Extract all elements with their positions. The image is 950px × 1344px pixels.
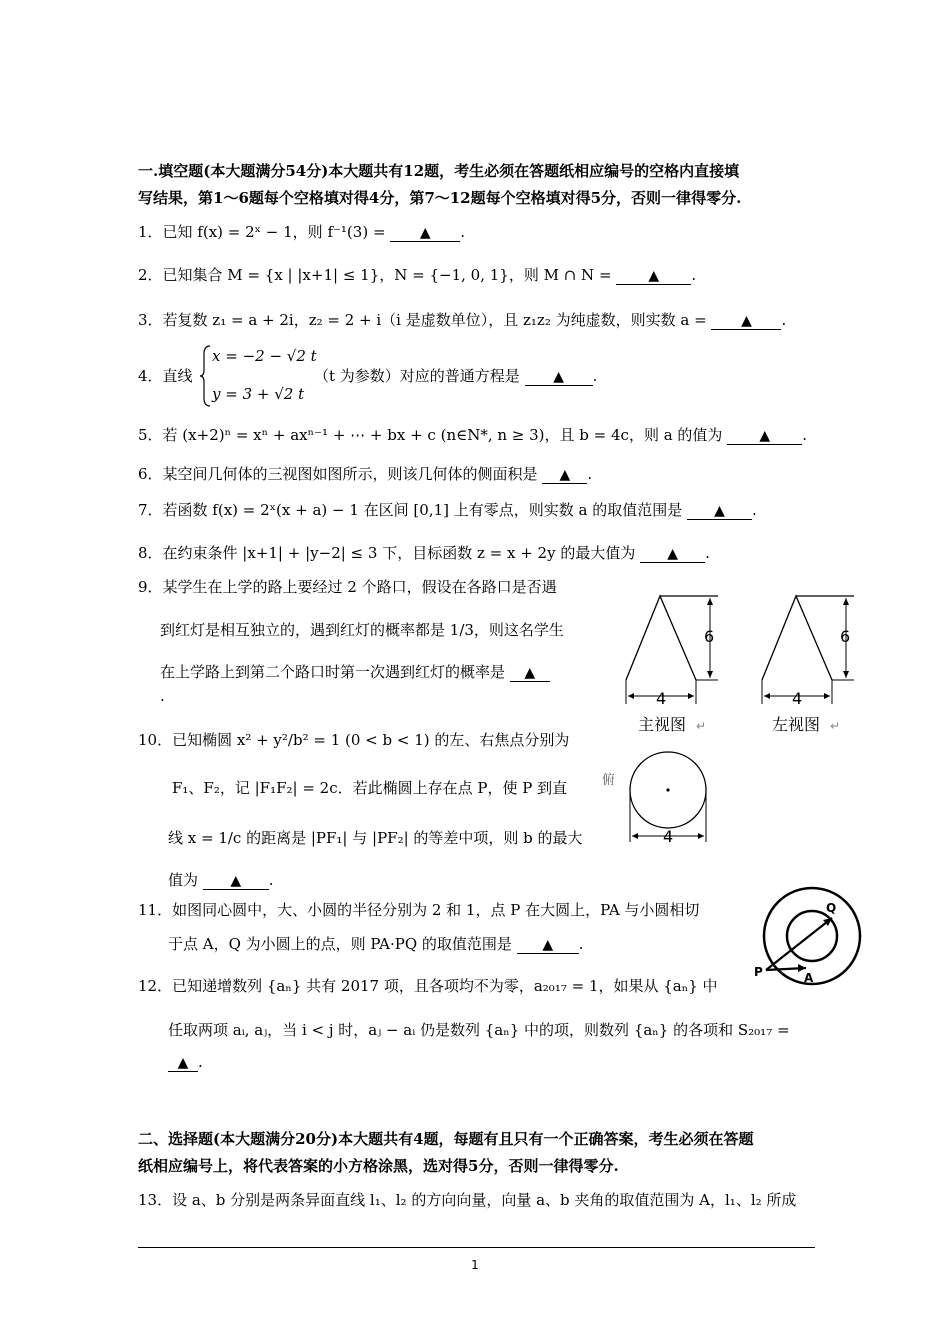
question-11-line2: 于点 A，Q 为小圆上的点，则 PA·PQ 的取值范围是 ▲ . [168, 935, 584, 953]
page-number: 1 [471, 1258, 479, 1272]
footer-divider [138, 1247, 815, 1248]
section2-header-line1: 二、选择题(本大题满分20分)本大题共有4题，每题有且只有一个正确答案，考生必须在答题 [138, 1130, 754, 1148]
section1-header [138, 158, 818, 212]
answer-blank: ▲ [727, 428, 802, 445]
cut-char: 俯 [602, 773, 616, 788]
question-4-eq-y: y = 3 + √2 t [212, 385, 305, 403]
answer-blank: ▲ [510, 665, 550, 682]
question-12-line2: 任取两项 aᵢ, aⱼ，当 i < j 时，aⱼ − aᵢ 仍是数列 {aₙ} 中的项，则数列 {aₙ} 的各项和 S₂₀₁₇ = [168, 1021, 790, 1039]
question-4-eq-x: x = −2 − √2 t [212, 347, 317, 365]
question-3: 3．若复数 z₁ = a + 2i，z₂ = 2 + i（i 是虚数单位），且 z₁z₂ 为纯虚数，则实数 a = ▲ . [138, 311, 787, 329]
side-width-label: 4 [792, 689, 803, 708]
top-width-label: 4 [663, 827, 674, 846]
question-10-line3: 线 x = 1/c 的距离是 |PF₁| 与 |PF₂| 的等差中项，则 b 的最大 [168, 829, 583, 847]
answer-blank: ▲ [542, 467, 587, 484]
question-8: 8．在约束条件 |x+1| + |y−2| ≤ 3 下，目标函数 z = x + 2y 的最大值为 ▲ . [138, 544, 710, 562]
label-a: A [804, 971, 814, 985]
question-9-line1: 9．某学生在上学的路上要经过 2 个路口，假设在各路口是否遇 [138, 578, 557, 596]
question-10-line2: F₁、F₂，记 |F₁F₂| = 2c．若此椭圆上存在点 P，使 P 到直 [172, 779, 568, 797]
svg-text:↵: ↵ [696, 719, 707, 733]
section1-header-line2: 写结果，第1～6题每个空格填对得4分，第7～12题每个空格填对得5分，否则一律得零分. [138, 189, 742, 207]
top-view [602, 752, 706, 846]
label-p: P [754, 965, 763, 979]
section1-header-line1: 一.填空题(本大题满分54分)本大题共有12题，考生必须在答题纸相应编号的空格内直接填 [138, 162, 740, 180]
question-12-line1: 12．已知递增数列 {aₙ} 共有 2017 项，且各项均不为零，a₂₀₁₇ = 1，如果从 {aₙ} 中 [138, 977, 718, 995]
side-view [762, 596, 854, 734]
question-9-line2: 到红灯是相互独立的，遇到红灯的概率都是 1/3，则这名学生 [160, 621, 564, 639]
section2-header-line2: 纸相应编号上，将代表答案的小方格涂黑，选对得5分，否则一律得零分. [138, 1157, 619, 1175]
answer-blank: ▲ [390, 225, 460, 242]
question-10-line1: 10．已知椭圆 x² + y²/b² = 1 (0 < b < 1) 的左、右焦点分别为 [138, 731, 570, 749]
question-11-line1: 11．如图同心圆中，大、小圆的半径分别为 2 和 1，点 P 在大圆上，PA 与小圆相切 [138, 901, 700, 919]
question-2: 2．已知集合 M = {x | |x+1| ≤ 1}，N = {−1, 0, 1}，则 M ∩ N = ▲ . [138, 266, 697, 284]
section2-header [138, 1126, 818, 1180]
front-height-label: 6 [704, 627, 715, 646]
answer-blank: ▲ [640, 546, 705, 563]
side-height-label: 6 [840, 627, 851, 646]
three-view-figure [600, 584, 862, 854]
question-1: 1．已知 f(x) = 2ˣ − 1，则 f⁻¹(3) = ▲ . [138, 223, 466, 241]
question-12-line3: ▲ . [168, 1052, 203, 1072]
answer-blank: ▲ [517, 937, 579, 954]
side-view-label: 左视图 [772, 715, 821, 734]
brace-icon [198, 344, 212, 408]
concentric-circle-figure [752, 886, 864, 990]
question-9-line4: . [160, 687, 165, 705]
answer-blank: ▲ [168, 1055, 198, 1072]
front-view [626, 596, 718, 734]
label-q: Q [826, 901, 837, 915]
question-4-tail: （t 为参数）对应的普通方程是 ▲ . [314, 367, 598, 385]
question-13: 13．设 a、b 分别是两条异面直线 l₁、l₂ 的方向向量，向量 a、b 夹角的取值范围为 A，l₁、l₂ 所成 [138, 1191, 797, 1209]
question-6: 6．某空间几何体的三视图如图所示，则该几何体的侧面积是 ▲ . [138, 465, 593, 483]
answer-blank: ▲ [616, 268, 691, 285]
front-width-label: 4 [656, 689, 667, 708]
answer-blank: ▲ [711, 313, 781, 330]
svg-text:↵: ↵ [830, 719, 841, 733]
answer-blank: ▲ [525, 369, 593, 386]
question-5: 5．若 (x+2)ⁿ = xⁿ + axⁿ⁻¹ + ⋯ + bx + c (n∈N*, n ≥ 3)，且 b = 4c，则 a 的值为 ▲ . [138, 426, 807, 444]
question-9-line3: 在上学路上到第二个路口时第一次遇到红灯的概率是 ▲ [160, 662, 550, 682]
answer-blank: ▲ [687, 503, 752, 520]
answer-blank: ▲ [203, 873, 269, 890]
front-view-label: 主视图 [638, 715, 687, 734]
question-10-line4: 值为 ▲ . [168, 871, 274, 889]
question-7: 7．若函数 f(x) = 2ˣ(x + a) − 1 在区间 [0,1] 上有零点，则实数 a 的取值范围是 ▲ . [138, 501, 757, 519]
question-4: 4．直线 [138, 367, 193, 385]
